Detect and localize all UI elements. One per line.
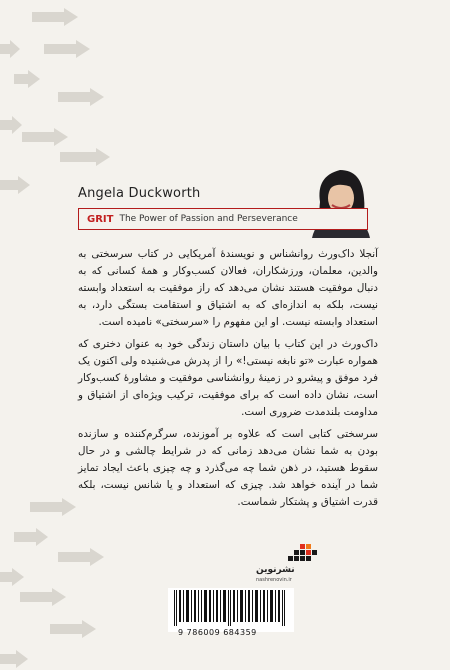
- arrow-right-icon: [50, 620, 96, 638]
- arrow-right-icon: [58, 88, 104, 106]
- arrow-right-icon: [0, 176, 30, 194]
- publisher-name: نشرنوین: [256, 565, 295, 575]
- arrow-right-icon: [22, 128, 68, 146]
- arrow-right-icon: [0, 40, 20, 58]
- author-name: Angela Duckworth: [78, 186, 201, 201]
- arrow-right-icon: [20, 588, 66, 606]
- book-title-banner: [78, 208, 368, 230]
- arrow-right-icon: [14, 70, 40, 88]
- publisher-logo: [256, 544, 326, 588]
- arrow-right-icon: [44, 40, 90, 58]
- isbn-number: 9 786009 684359: [178, 628, 257, 637]
- paragraph: سرسختی کتابی است که علاوه بر آموزنده، سرگرم‌کننده و سازنده بودن به شما نشان می‌دهد زمانی که در شرایط چالشی و در حال سقوط هستید، در ذهن شما چه می‌گذرد و چه چیزی باعث ایجاد تمایز شما در آینده خواهد شد. چیزی که استعداد و یا شانس نیست، بلکه قدرت اشتیاق و پشتکار شماست.: [78, 428, 378, 508]
- arrow-right-icon: [14, 528, 48, 546]
- arrow-right-icon: [32, 8, 78, 26]
- publisher-mark-icon: [256, 544, 326, 564]
- paragraph: آنجلا داک‌ورث روانشناس و نویسندهٔ آمریکایی در کتاب سرسختی به والدین، معلمان، ورزشکاران، فعالان کسب‌وکار و همهٔ کسانی که به دنبال موفقیت هستند نشان می‌دهد که راز موفقیت به استعداد وابسته نیست، بلکه به اندازه‌ای که به اشتیاق و استقامت بستگی دارد، به استعداد وابسته نیست. او این مفهوم را «سرسختی» نامیده است.: [78, 248, 378, 328]
- arrow-right-icon: [58, 548, 104, 566]
- arrow-right-icon: [0, 568, 24, 586]
- book-title: GRIT: [87, 213, 114, 225]
- paragraph: داک‌ورث در این کتاب با بیان داستان زندگی خود به عنوان دختری که همواره عبارت «تو نابغه نیستی!» را از پدرش می‌شنیده ولی اکنون یک فرد موفق و پیشرو در زمینهٔ روانشناسی موفقیت و مشاورهٔ کسب‌وکار است، نشان داده است که برای موفقیت، ترکیب ویژه‌ای از اشتیاق و مداومت بلندمدت ضروری است.: [78, 338, 378, 418]
- arrow-right-icon: [0, 650, 28, 668]
- arrow-right-icon: [60, 148, 110, 166]
- isbn-barcode: [168, 588, 294, 632]
- publisher-url: nashrenovin.ir: [256, 577, 292, 583]
- book-subtitle: The Power of Passion and Perseverance: [119, 214, 298, 224]
- arrow-right-icon: [0, 116, 22, 134]
- arrow-right-icon: [30, 498, 76, 516]
